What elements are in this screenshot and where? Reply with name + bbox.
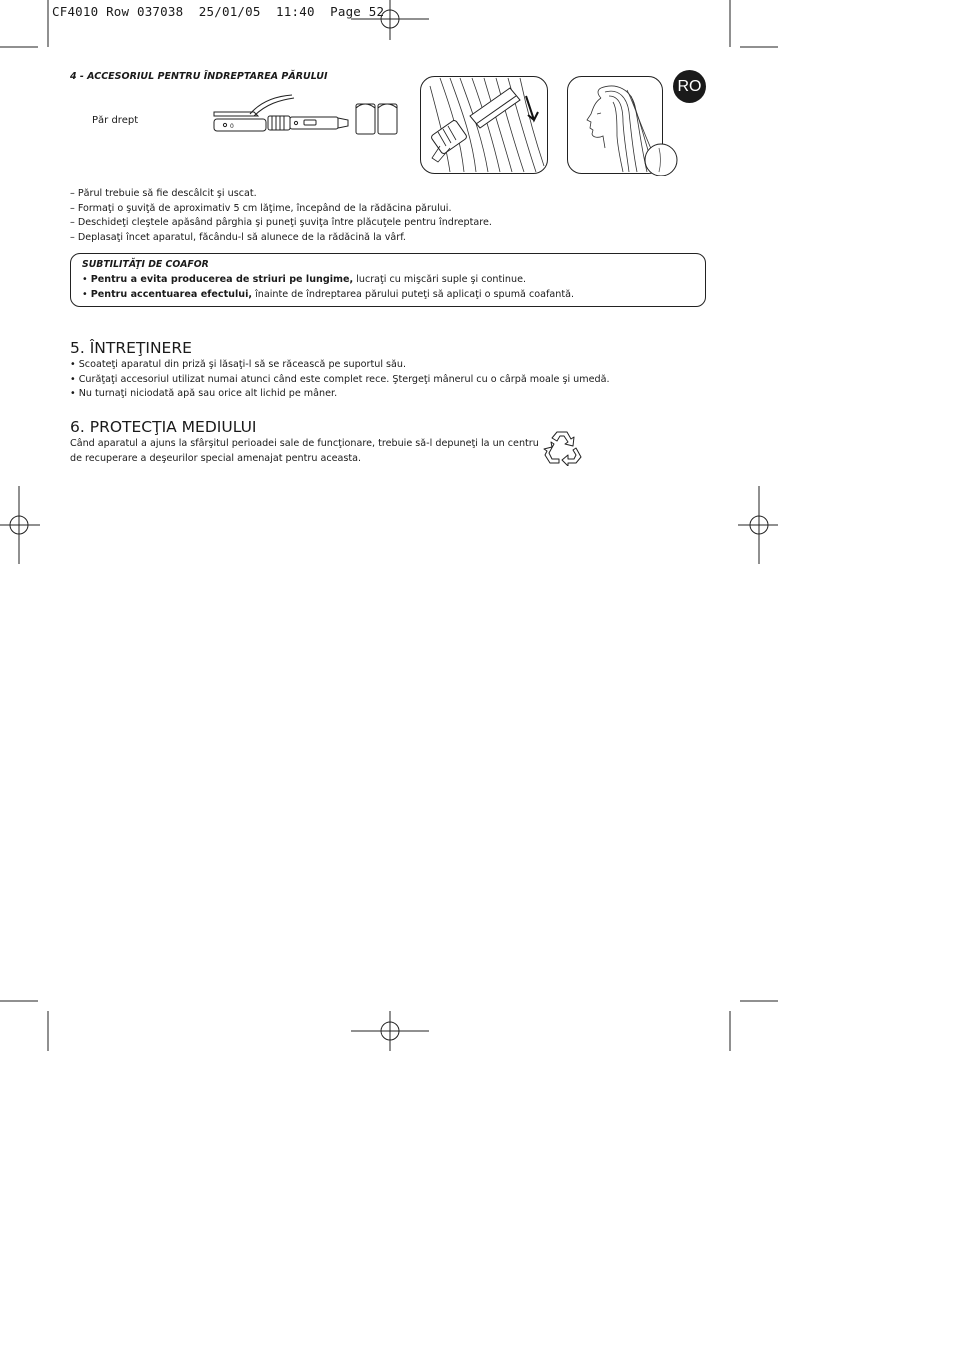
section-5-list xyxy=(70,358,610,402)
straightener-accessory-icon xyxy=(210,92,400,138)
registration-mark-icon xyxy=(0,486,40,564)
section-5-title: 5. ÎNTREŢINERE xyxy=(70,339,192,357)
step-line: – Deschideţi cleştele apăsând pârghia şi puneţi şuviţa între plăcuţele pentru îndreptare. xyxy=(70,217,492,228)
list-item: • Scoateţi aparatul din priză şi lăsaţi-l să se răcească pe suportul său. xyxy=(70,358,610,373)
registration-mark-icon xyxy=(351,1011,429,1051)
straight-hair-profile-illustration xyxy=(567,76,679,176)
tip-text: înainte de îndreptarea părului puteţi să aplicaţi o spumă coafantă. xyxy=(252,288,575,300)
tips-list xyxy=(82,273,574,302)
tips-title: SUBTILITĂŢI DE COAFOR xyxy=(82,259,209,270)
text-line: de recuperare a deşeurilor special amenajat pentru aceasta. xyxy=(70,452,362,464)
text-line: Când aparatul a ajuns la sfârşitul perioadei sale de funcţionare, trebuie să-l depuneţi la un centru xyxy=(70,438,539,449)
tip-text: lucraţi cu mişcări suple şi continue. xyxy=(353,274,527,285)
accessory-label: Păr drept xyxy=(92,115,139,126)
tip-bold: Pentru accentuarea efectului, xyxy=(90,288,253,300)
recycle-icon xyxy=(543,428,583,466)
step-line: – Părul trebuie să fie descâlcit şi uscat. xyxy=(70,188,257,199)
registration-mark-icon xyxy=(351,0,429,40)
list-item: • Nu turnaţi niciodată apă sau orice alt lichid pe mâner. xyxy=(70,387,610,402)
section-4-title: 4 - ACCESORIUL PENTRU ÎNDREPTAREA PĂRULUI xyxy=(70,71,328,82)
tip-item xyxy=(82,273,574,288)
step-line: – Deplasaţi încet aparatul, făcându-l să alunece de la rădăcină la vârf. xyxy=(70,231,406,243)
list-item: • Curăţaţi accesoriul utilizat numai atunci când este complet rece. Ştergeţi mânerul cu o cârpă moale şi umedă. xyxy=(70,373,610,388)
language-badge: RO xyxy=(673,70,706,103)
registration-mark-icon xyxy=(738,486,778,564)
step-line: – Formaţi o şuviţă de aproximativ 5 cm lăţime, începând de la rădăcina părului. xyxy=(70,202,452,214)
straightening-illustration xyxy=(420,76,548,174)
section-4-steps xyxy=(70,187,492,245)
svg-text:0: 0 xyxy=(230,123,234,130)
tip-item xyxy=(82,288,574,303)
tip-bold: Pentru a evita producerea de striuri pe lungime, xyxy=(90,274,354,285)
section-6-title: 6. PROTECŢIA MEDIULUI xyxy=(70,418,257,436)
section-6-text xyxy=(70,437,539,466)
page-header-slug: CF4010 Row 037038 25/01/05 11:40 Page 52 xyxy=(52,4,385,19)
